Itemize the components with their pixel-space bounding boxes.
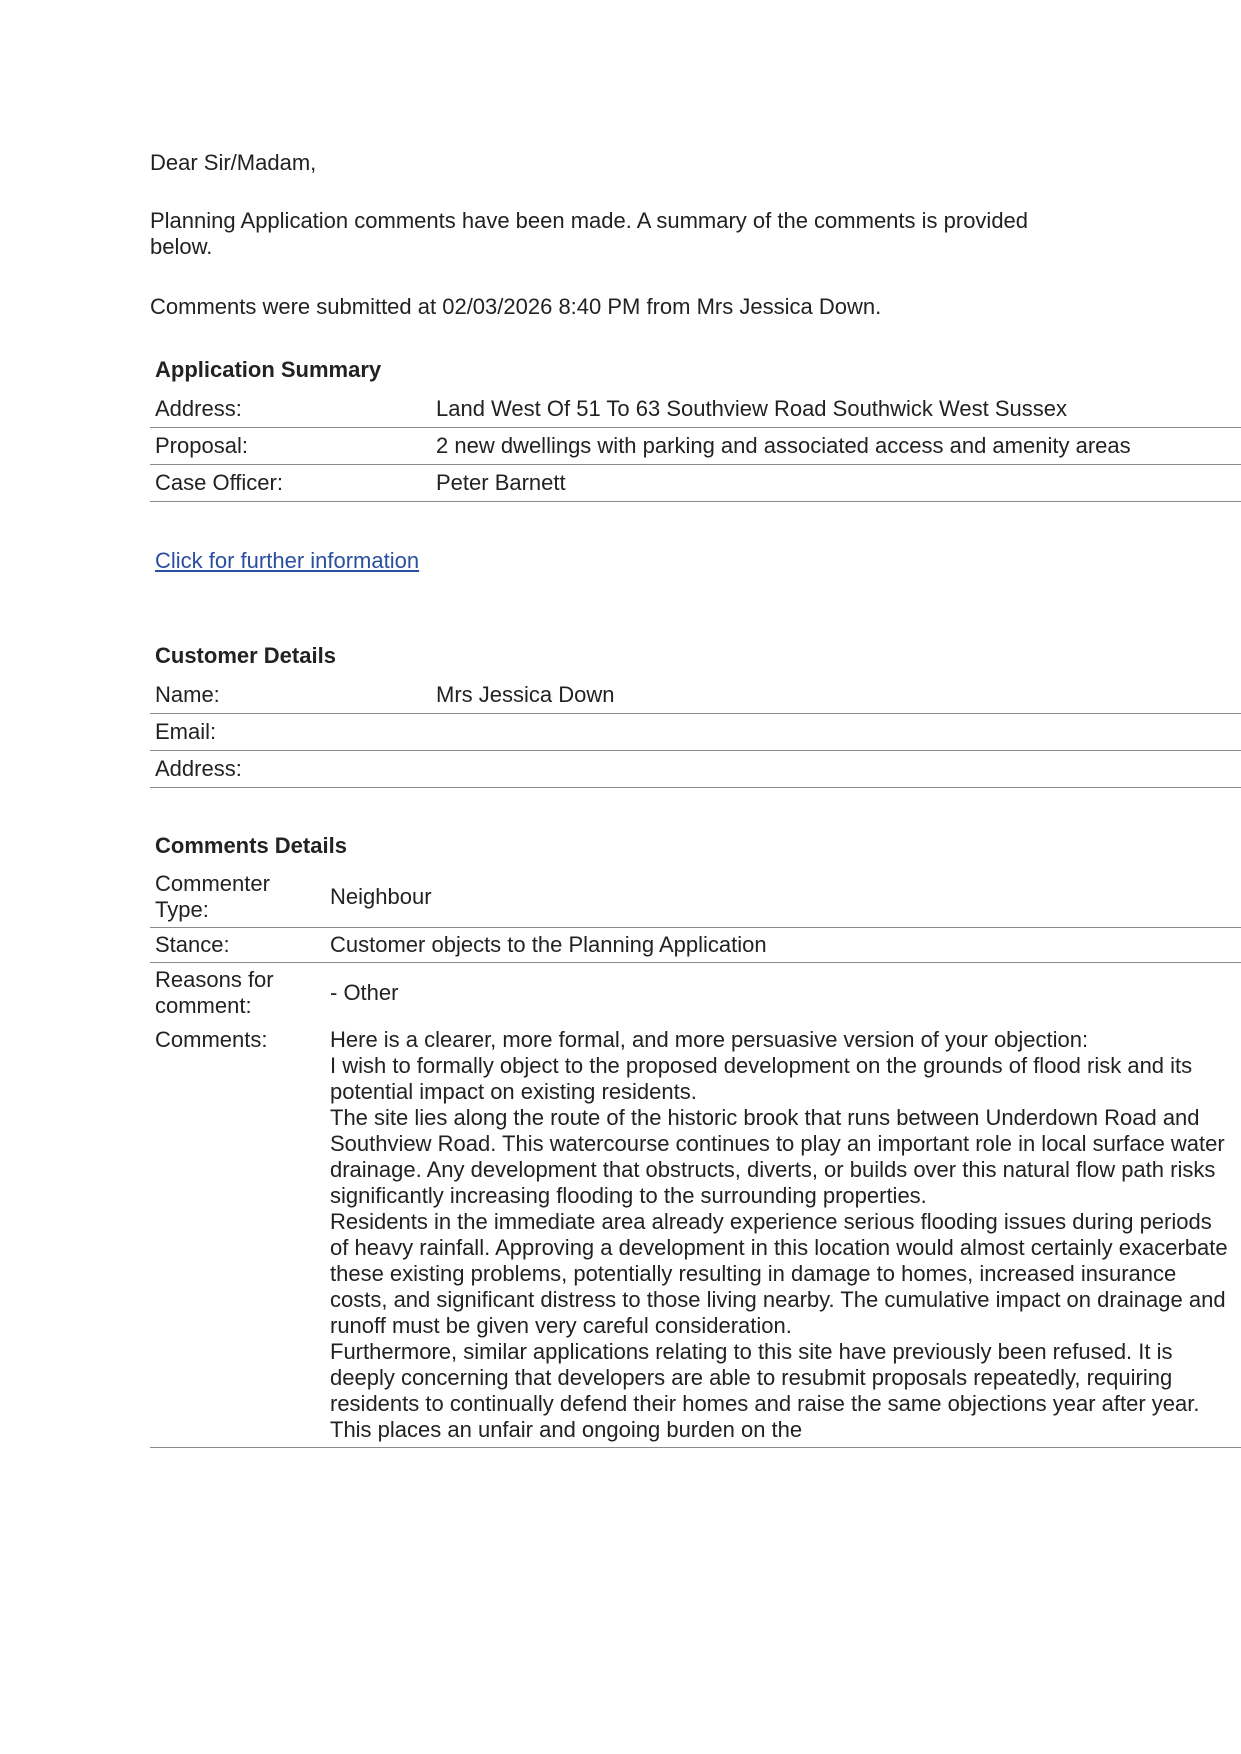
table-row [150, 677, 1241, 714]
commenter-type-value: Neighbour [324, 867, 1241, 928]
case-officer-label: Case Officer: [150, 465, 431, 502]
stance-value: Customer objects to the Planning Application [324, 928, 1241, 963]
email-value [431, 714, 1241, 751]
application-summary-title: Application Summary [155, 357, 382, 382]
comments-value: Here is a clearer, more formal, and more persuasive version of your objection: I wish to formally object to the proposed development on the grounds of flood risk and its potential impact on existing residents. The site lies along the route of the historic brook that runs between Underdown Road and Southview Road. This watercourse continues to play an important role in local surface water drainage. Any development that obstructs, diverts, or builds over this natural flow path risks significantly increasing flooding to the surrounding properties. Residents in the immediate area already experience serious flooding issues during periods of heavy rainfall. Approving a development in this location would almost certainly exacerbate these existing problems, potentially resulting in damage to homes, increased insurance costs, and significant distress to those living nearby. The cumulative impact on drainage and runoff must be given very careful consideration. Furthermore, similar applications relating to this site have previously been refused. It is deeply concerning that developers are able to resubmit proposals repeatedly, requiring residents to continually defend their homes and raise the same objections year after year. This places an unfair and ongoing burden on the [324, 1023, 1241, 1448]
table-row [150, 391, 1241, 428]
table-row [150, 428, 1241, 465]
table-row [150, 963, 1241, 1024]
address-label: Address: [150, 391, 431, 428]
customer-address-label: Address: [150, 751, 431, 788]
table-row [150, 465, 1241, 502]
table-row [150, 928, 1241, 963]
stance-label: Stance: [150, 928, 324, 963]
email-label: Email: [150, 714, 431, 751]
comments-label: Comments: [150, 1023, 324, 1448]
greeting: Dear Sir/Madam, [150, 150, 317, 175]
proposal-value: 2 new dwellings with parking and associated access and amenity areas [431, 428, 1241, 465]
table-row [150, 867, 1241, 928]
table-row [150, 1023, 1241, 1448]
application-summary-table [150, 391, 1241, 502]
proposal-label: Proposal: [150, 428, 431, 465]
customer-address-value [431, 751, 1241, 788]
table-row [150, 751, 1241, 788]
intro-text: Planning Application comments have been made. A summary of the comments is provided below. [150, 208, 1029, 259]
commenter-type-label: Commenter Type: [150, 867, 324, 928]
name-label: Name: [150, 677, 431, 714]
comments-details-table [150, 867, 1241, 1448]
comments-details-title: Comments Details [155, 833, 347, 858]
customer-details-table [150, 677, 1241, 788]
table-row [150, 714, 1241, 751]
submitted-line: Comments were submitted at 02/03/2026 8:40 PM from Mrs Jessica Down. [150, 294, 882, 319]
name-value: Mrs Jessica Down [431, 677, 1241, 714]
further-information-link[interactable]: Click for further information [155, 548, 420, 573]
customer-details-title: Customer Details [155, 643, 336, 668]
reasons-value: - Other [330, 980, 399, 1005]
reasons-label: Reasons for comment: [155, 967, 274, 1018]
address-value: Land West Of 51 To 63 Southview Road Southwick West Sussex [431, 391, 1241, 428]
case-officer-value: Peter Barnett [431, 465, 1241, 502]
